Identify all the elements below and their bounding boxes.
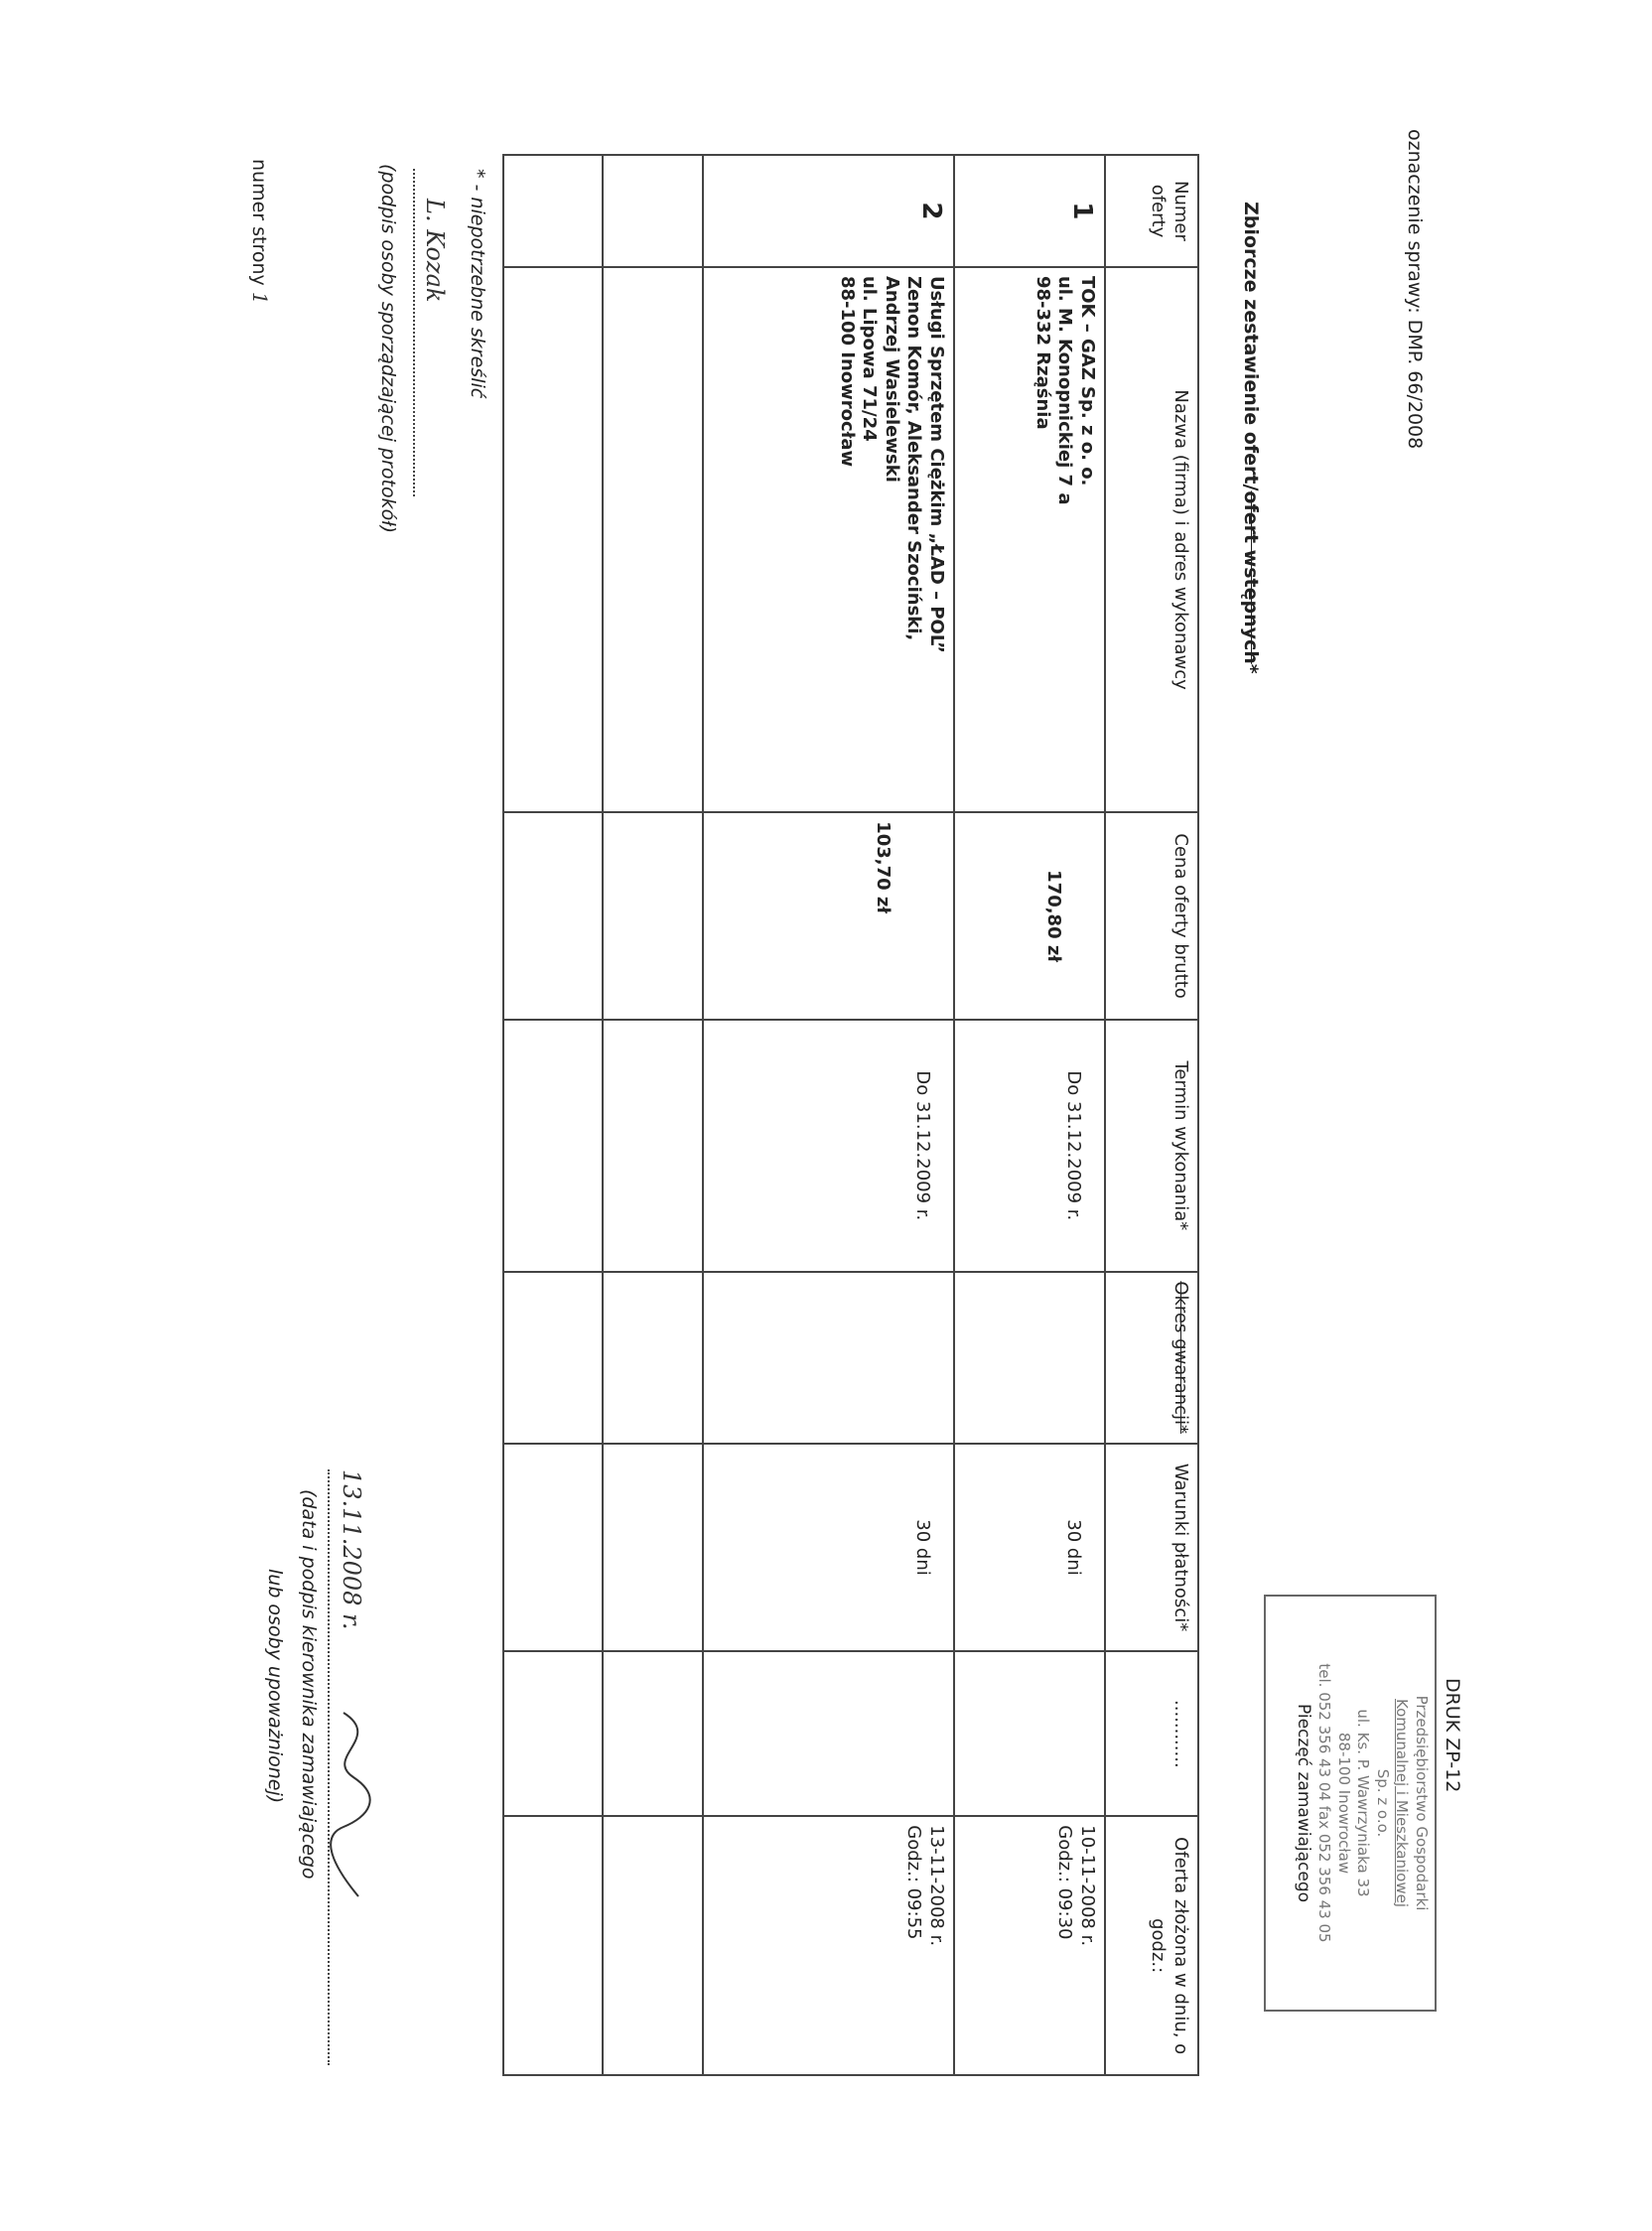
handwritten-signature-icon	[330, 1708, 373, 1906]
title-struck-text: ofert wstępnych	[1240, 490, 1262, 664]
name-line: ul. M. Konopnickiej 7 a	[1054, 275, 1076, 505]
extra	[954, 1651, 1105, 1816]
document-title	[1240, 202, 1262, 674]
approval-date: 13.11.2008 r.	[338, 1469, 365, 1630]
case-reference: oznaczenie sprawy: DMP. 66/2008	[1404, 129, 1426, 450]
stamp-line: Komunalnej i Mieszkaniowej	[1393, 1698, 1412, 1907]
title-text: Zbiorcze zestawienie ofert/	[1240, 202, 1262, 491]
stamp-label: Pieczęć zamawiającego	[1294, 1703, 1313, 1903]
page-number-value: 1	[248, 291, 272, 305]
submitted-date: 10-11-2008 r.	[1077, 1825, 1098, 1947]
stamp-line: tel. 052 356 43 04 fax 052 356 43 05	[1315, 1663, 1334, 1943]
name-line: 98-332 Rząśnia	[1032, 275, 1053, 430]
submitted-time: Godz.: 09:30	[1054, 1825, 1076, 1940]
col-header: Okres gwarancji*	[1105, 1272, 1198, 1444]
stamp-line: ul. Ks. P. Wawrzyniaka 33	[1354, 1709, 1373, 1897]
title-asterisk: *	[1240, 663, 1262, 674]
table-row	[703, 155, 954, 2075]
preparer-signature: L. Kozak	[421, 199, 449, 303]
orderer-stamp	[1264, 1595, 1437, 2012]
payment: 30 dni	[703, 1444, 954, 1652]
contractor-name	[954, 267, 1105, 812]
col-header: Oferta złożona w dniu, o godz.:	[1105, 1816, 1198, 2075]
empty-table-row	[503, 155, 603, 2075]
term: Do 31.12.2009 r.	[954, 1020, 1105, 1272]
name-line: Andrzej Wasielewski	[882, 275, 902, 483]
approval-caption-2: lub osoby upoważnionej)	[264, 1569, 286, 1804]
col-header: ............	[1105, 1651, 1198, 1816]
name-line: Usługi Sprzętem Ciężkim „ŁAD – POL”	[926, 275, 947, 653]
price: 170,80 zł	[954, 812, 1105, 1020]
approval-signature-line	[328, 1469, 365, 2065]
empty-table-row	[603, 155, 703, 2075]
stamp-line: 88-100 Inowrocław	[1335, 1732, 1353, 1875]
payment: 30 dni	[954, 1444, 1105, 1652]
submitted	[703, 1816, 954, 2075]
warranty	[954, 1272, 1105, 1444]
submitted-time: Godz.: 09:55	[903, 1825, 925, 1940]
name-line: ul. Lipowa 71/24	[859, 275, 881, 442]
page-number	[248, 159, 272, 305]
stamp-line: Sp. z o.o.	[1374, 1768, 1392, 1838]
offers-table	[502, 154, 1199, 2076]
col-header: Termin wykonania*	[1105, 1020, 1198, 1272]
price: 103,70 zł	[703, 812, 954, 1020]
stamp-line: Przedsiębiorstwo Gospodarki	[1413, 1695, 1431, 1911]
submitted	[954, 1816, 1105, 2075]
page-number-label: numer strony	[248, 159, 270, 286]
col-header: Nazwa (firma) i adres wykonawcy	[1105, 267, 1198, 812]
warranty	[703, 1272, 954, 1444]
extra	[703, 1651, 954, 1816]
table-row	[954, 155, 1105, 2075]
name-line: TOK – GAZ Sp. z o. o.	[1077, 275, 1098, 487]
offer-number: 1	[954, 155, 1105, 267]
preparer-signature-line	[413, 169, 449, 496]
name-line: 88-100 Inowrocław	[837, 275, 858, 468]
footnote: * - niepotrzebne skreślić	[467, 169, 488, 399]
term: Do 31.12.2009 r.	[703, 1020, 954, 1272]
col-header: Cena oferty brutto	[1105, 812, 1198, 1020]
contractor-name	[703, 267, 954, 812]
offer-number: 2	[703, 155, 954, 267]
table-header-row	[1105, 155, 1198, 2075]
form-code: DRUK ZP-12	[1442, 1678, 1463, 1793]
submitted-date: 13-11-2008 r.	[926, 1825, 947, 1947]
col-header: Numer oferty	[1105, 155, 1198, 267]
name-line: Zenon Komór, Aleksander Szociński,	[903, 275, 925, 641]
col-header: Warunki płatności*	[1105, 1444, 1198, 1652]
preparer-caption: (podpis osoby sporządzającej protokół)	[377, 164, 399, 534]
approval-caption-1: (data i podpis kierownika zamawiającego	[298, 1489, 320, 1880]
